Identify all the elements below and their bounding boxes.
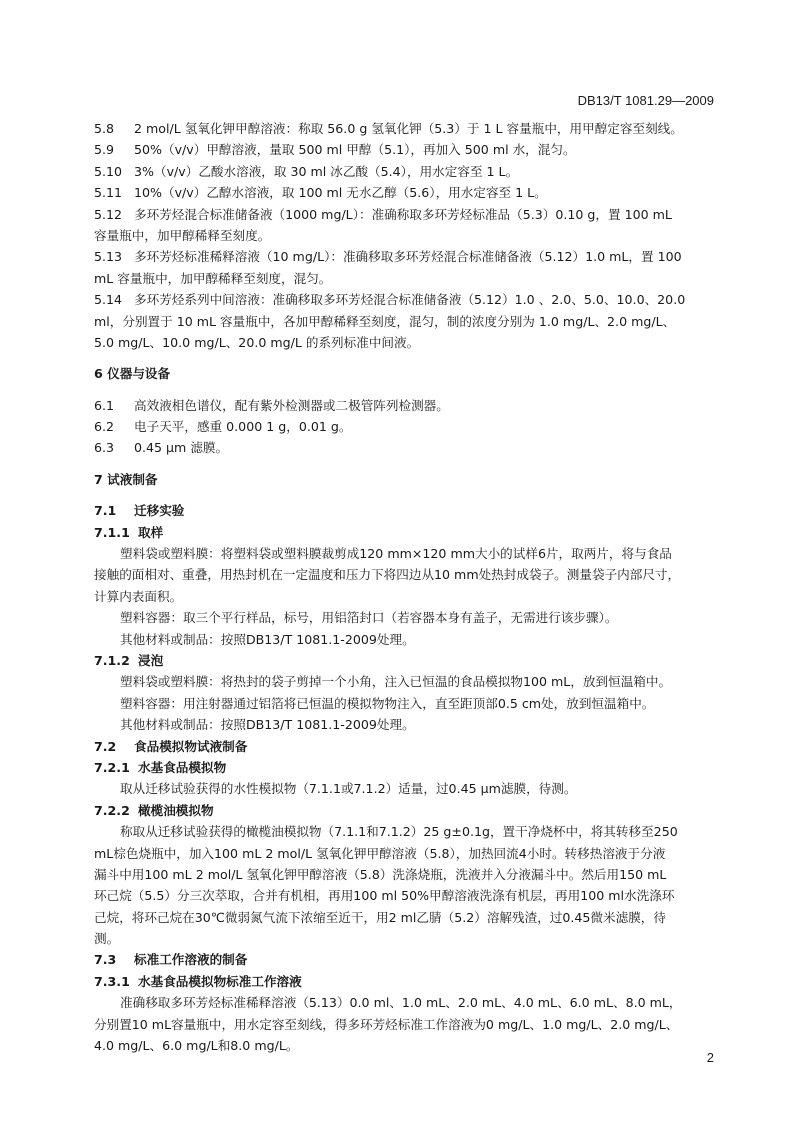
clause-number: 7.3.1 [94, 973, 130, 989]
spacer [94, 459, 714, 469]
clause-5-11 [94, 182, 714, 203]
paragraph: 塑料袋或塑料膜：将热封的袋子剪掉一个小角，注入已恒温的食品模拟物100 mL，放到恒温箱中。 [120, 674, 672, 690]
section-7-2-2-heading [94, 800, 714, 821]
paragraph-cont: 计算内表面积。 [94, 588, 183, 604]
spacer [94, 490, 714, 500]
document-body [94, 118, 714, 1056]
section-7-2-1-heading [94, 757, 714, 778]
clause-number: 5.11 [94, 185, 123, 201]
clause-5-14 [94, 289, 714, 310]
page-number: 2 [706, 1050, 714, 1065]
clause-5-8 [94, 118, 714, 139]
section-title: 食品模拟物试液制备 [134, 738, 248, 754]
clause-number: 7.1.1 [94, 524, 130, 540]
clause-5-12 [94, 204, 714, 225]
clause-text: 多环芳烃系列中间溶液：准确移取多环芳烃混合标准储备液（5.12）1.0 、2.0、5.0、10.0、20.0 [134, 292, 686, 308]
paragraph-cont: 接触的面相对、重叠，用热封机在一定温度和压力下将四边从10 mm处热封成袋子。测量袋子内部尺寸， [94, 567, 681, 583]
clause-5-9 [94, 139, 714, 160]
clause-text: 高效液相色谱仪，配有紫外检测器或二极管阵列检测器。 [134, 397, 449, 413]
clause-5-13-cont: mL 容量瓶中，加甲醇稀释至刻度，混匀。 [94, 270, 332, 286]
clause-text: 多环芳烃混合标准储备液（1000 mg/L）：准确称取多环芳烃标准品（5.3）0.10 g，置 100 mL [134, 206, 672, 222]
section-7-heading: 7 试液制备 [94, 471, 158, 487]
paragraph: 称取从迁移试验获得的橄榄油模拟物（7.1.1和7.1.2）25 g±0.1g，置干净烧杯中，将其转移至250 [120, 824, 678, 840]
paragraph-cont: 环己烷（5.5）分三次萃取，合并有机相，再用100 ml 50%甲醇溶液洗涤有机层，再用100 ml水洗涤环 [94, 888, 675, 904]
clause-number: 5.12 [94, 206, 123, 222]
clause-number: 5.14 [94, 292, 123, 308]
paragraph-cont: 漏斗中用100 mL 2 mol/L 氢氧化钾甲醇溶液（5.8）洗涤烧瓶，洗液并入分液漏斗中。然后用150 mL [94, 866, 667, 882]
standard-code: DB13/T 1081.29—2009 [577, 93, 714, 108]
section-title: 取样 [138, 524, 164, 540]
section-7-3-1-heading [94, 971, 714, 992]
section-title: 水基食品模拟物标准工作溶液 [138, 973, 302, 989]
clause-text: 电子天平，感重 0.000 1 g，0.01 g。 [134, 419, 352, 435]
clause-5-14-cont: 5.0 mg/L、10.0 mg/L、20.0 mg/L 的系列标准中间液。 [94, 334, 420, 350]
clause-6-3 [94, 437, 714, 458]
clause-5-10 [94, 161, 714, 182]
clause-number: 6.3 [94, 440, 115, 456]
paragraph: 取从迁移试验获得的水性模拟物（7.1.1或7.1.2）适量，过0.45 μm滤膜，待测。 [120, 781, 577, 797]
paragraph: 其他材料或制品：按照DB13/T 1081.1-2009处理。 [120, 717, 415, 733]
paragraph: 塑料容器：取三个平行样品，标号，用铝箔封口（若容器本身有盖子，无需进行该步骤）。 [120, 610, 618, 626]
section-title: 迁移实验 [134, 503, 185, 519]
spacer [94, 353, 714, 363]
paragraph: 塑料袋或塑料膜：将塑料袋或塑料膜裁剪成120 mm×120 mm大小的试样6片，取两片，将与食品 [120, 546, 672, 562]
clause-number: 5.8 [94, 121, 115, 136]
clause-number: 7.2.1 [94, 759, 130, 775]
clause-number: 7.1.2 [94, 652, 130, 668]
section-7-1-1-heading [94, 522, 714, 543]
clause-number: 5.13 [94, 249, 123, 265]
clause-number: 7.2 [94, 738, 117, 754]
clause-5-12-cont: 容量瓶中，加甲醇稀释至刻度。 [94, 227, 271, 243]
clause-5-13 [94, 246, 714, 267]
clause-text: 2 mol/L 氢氧化钾甲醇溶液：称取 56.0 g 氢氧化钾（5.3）于 1 L 容量瓶中，用甲醇定容至刻线。 [134, 121, 683, 136]
paragraph-cont: mL棕色烧瓶中，加入100 mL 2 mol/L 氢氧化钾甲醇溶液（5.8），加热回流4小时。转移热溶液于分液 [94, 845, 666, 861]
section-title: 浸泡 [138, 652, 164, 668]
clause-number: 7.3 [94, 952, 117, 968]
clause-5-14-cont: ml，分别置于 10 mL 容量瓶中，各加甲醇稀释至刻度，混匀，制的浓度分别为 1.0 mg/L、2.0 mg/L、 [94, 313, 676, 329]
section-title: 标准工作溶液的制备 [134, 952, 248, 968]
section-7-1-heading [94, 500, 714, 521]
clause-6-1 [94, 395, 714, 416]
paragraph-cont: 4.0 mg/L、6.0 mg/L和8.0 mg/L。 [94, 1038, 299, 1054]
spacer [94, 385, 714, 395]
section-7-3-heading [94, 949, 714, 970]
section-7-1-2-heading [94, 650, 714, 671]
paragraph: 准确移取多环芳烃标准稀释溶液（5.13）0.0 ml、1.0 mL、2.0 mL、4.0 mL、6.0 mL、8.0 mL， [120, 995, 682, 1011]
clause-number: 7.2.2 [94, 802, 130, 818]
clause-text: 0.45 μm 滤膜。 [134, 440, 229, 456]
clause-text: 50%（v/v）甲醇溶液，量取 500 ml 甲醇（5.1），再加入 500 ml 水，混匀。 [134, 142, 576, 158]
paragraph: 塑料容器：用注射器通过铝箔将已恒温的模拟物物注入，直至距顶部0.5 cm处，放到恒温箱中。 [120, 695, 655, 711]
section-title: 橄榄油模拟物 [138, 802, 214, 818]
clause-number: 5.9 [94, 142, 115, 158]
paragraph-cont: 分别置10 mL容量瓶中，用水定容至刻线，得多环芳烃标准工作溶液为0 mg/L、1.0 mg/L、2.0 mg/L、 [94, 1016, 679, 1032]
clause-number: 7.1 [94, 503, 117, 519]
paragraph: 其他材料或制品：按照DB13/T 1081.1-2009处理。 [120, 631, 415, 647]
clause-6-2 [94, 416, 714, 437]
clause-number: 5.10 [94, 163, 123, 179]
paragraph-cont: 己烷，将环己烷在30℃微弱氮气流下浓缩至近干，用2 ml乙腈（5.2）溶解残渣，过0.45微米滤膜，待 [94, 909, 666, 925]
section-title: 水基食品模拟物 [138, 759, 227, 775]
clause-number: 6.1 [94, 397, 115, 413]
clause-text: 3%（v/v）乙酸水溶液，取 30 ml 冰乙酸（5.4），用水定容至 1 L。 [134, 163, 519, 179]
clause-text: 多环芳烃标准稀释溶液（10 mg/L）：准确移取多环芳烃混合标准储备液（5.12）1.0 mL，置 100 [134, 249, 682, 265]
clause-text: 10%（v/v）乙醇水溶液，取 100 ml 无水乙醇（5.6），用水定容至 1 L。 [134, 185, 547, 201]
section-7-2-heading [94, 736, 714, 757]
paragraph-cont: 测。 [94, 931, 120, 947]
clause-number: 6.2 [94, 419, 115, 435]
section-6-heading: 6 仪器与设备 [94, 366, 171, 382]
